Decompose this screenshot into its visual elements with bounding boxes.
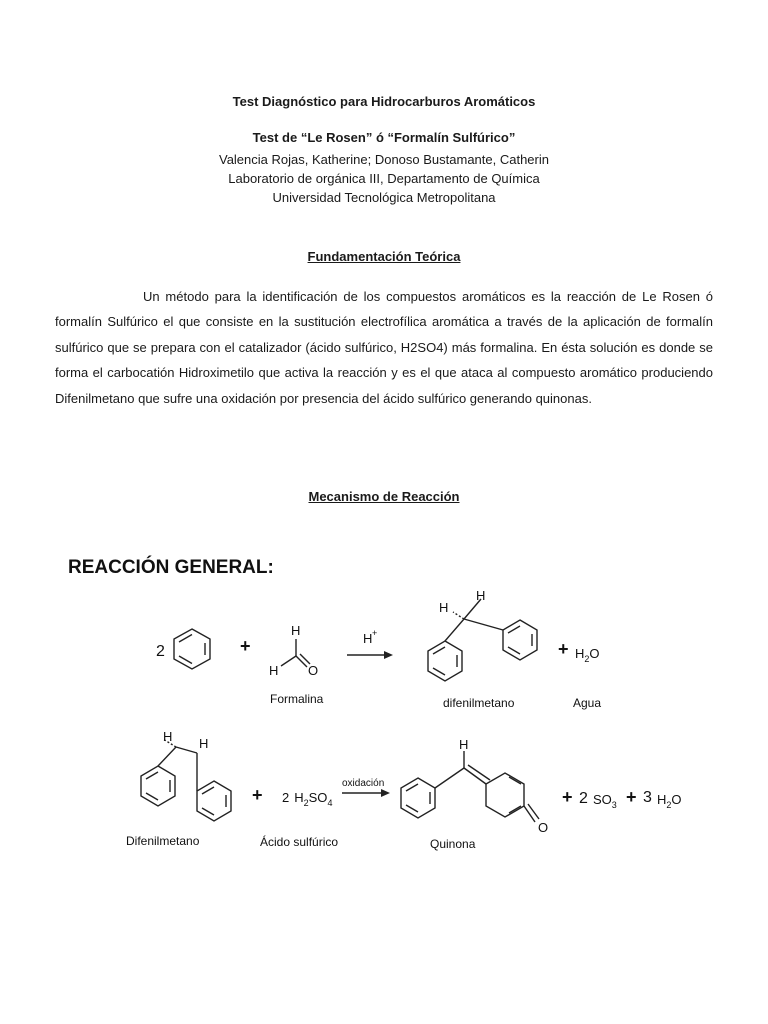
catalyst-charge: +: [372, 628, 378, 638]
reaction-arrow-1: [347, 651, 393, 659]
formaldehyde-structure: [269, 623, 318, 678]
section-body-paragraph: [55, 284, 713, 411]
so3-coefficient: 2: [579, 790, 588, 807]
plus-sign-4: +: [562, 787, 573, 807]
difenilmetano-label: difenilmetano: [443, 696, 515, 710]
authors: Valencia Rojas, Katherine; Donoso Bustamante, Catherin: [218, 152, 549, 167]
difenilmetano-reactant-label: Difenilmetano: [126, 834, 200, 848]
reaction-diagram: [60, 548, 700, 868]
diphenylmethane-reactant-structure: [141, 729, 231, 821]
formaldehyde-h-top: H: [291, 623, 301, 638]
methylene-h-left: H: [439, 600, 449, 615]
plus-sign-3: +: [252, 785, 263, 805]
document-title: Test Diagnóstico para Hidrocarburos Aromáticos: [232, 94, 536, 109]
university: Universidad Tecnológica Metropolitana: [272, 190, 496, 205]
formalina-label: Formalina: [270, 692, 324, 706]
reactant-h-top: H: [163, 729, 173, 744]
benzene-coefficient: 2: [156, 643, 165, 660]
acido-sulfurico-label: Ácido sulfúrico: [260, 835, 339, 849]
formaldehyde-o: O: [308, 663, 319, 678]
water-product-2: $H_2O$: [657, 792, 682, 810]
quinona-o: O: [538, 820, 549, 835]
formaldehyde-h-left: H: [269, 663, 279, 678]
plus-sign-2: +: [558, 639, 569, 659]
water-product-1: $H_2O$: [575, 646, 600, 664]
methylene-h-top: H: [476, 588, 486, 603]
section-heading-mecanismo: Mecanismo de Reacción: [308, 489, 460, 504]
quinona-h: H: [459, 737, 469, 752]
plus-sign-1: +: [240, 636, 251, 656]
reaction-arrow-2: [342, 789, 390, 797]
water-coefficient: 3: [643, 789, 652, 806]
benzene-structure: [174, 629, 210, 669]
agua-label: Agua: [573, 696, 602, 710]
diphenylmethane-structure: [428, 588, 537, 681]
reaction-title: REACCIÓN GENERAL:: [68, 557, 274, 578]
lab-department: Laboratorio de orgánica III, Departamento de Química: [228, 171, 540, 186]
reaction-mechanism-figure: [60, 548, 700, 868]
catalyst-h: H: [363, 631, 373, 646]
quinona-label: Quinona: [430, 837, 476, 851]
paragraph-text: Un método para la identificación de los compuestos aromáticos es la reacción de Le Rosen ó formalín Sulfúrico el que consiste en la sustitución electrofílica aromática a través de la aplicación de formalín sulfúrico que se prepara con el catalizador (ácido sulfúrico, H2SO4) más formalina. En ésta solución es donde se forma el carbocatión Hidroximetilo que activa la reacción y es el que ataca al compuesto aromático produciendo Difenilmetano que sufre una oxidación por presencia del ácido sulfúrico generando quinonas.: [55, 289, 713, 406]
section-heading-fundamentacion: Fundamentación Teórica: [307, 249, 461, 264]
plus-sign-5: +: [626, 787, 637, 807]
oxidacion-label: oxidación: [342, 778, 385, 789]
sulfuric-acid-formula: 2 $H_2SO_4$: [282, 790, 333, 808]
reactant-h-right: H: [199, 736, 209, 751]
so3-formula: $SO_3$: [593, 792, 617, 810]
document-subtitle: Test de “Le Rosen” ó “Formalín Sulfúrico”: [252, 130, 516, 145]
quinona-structure: [401, 737, 548, 835]
